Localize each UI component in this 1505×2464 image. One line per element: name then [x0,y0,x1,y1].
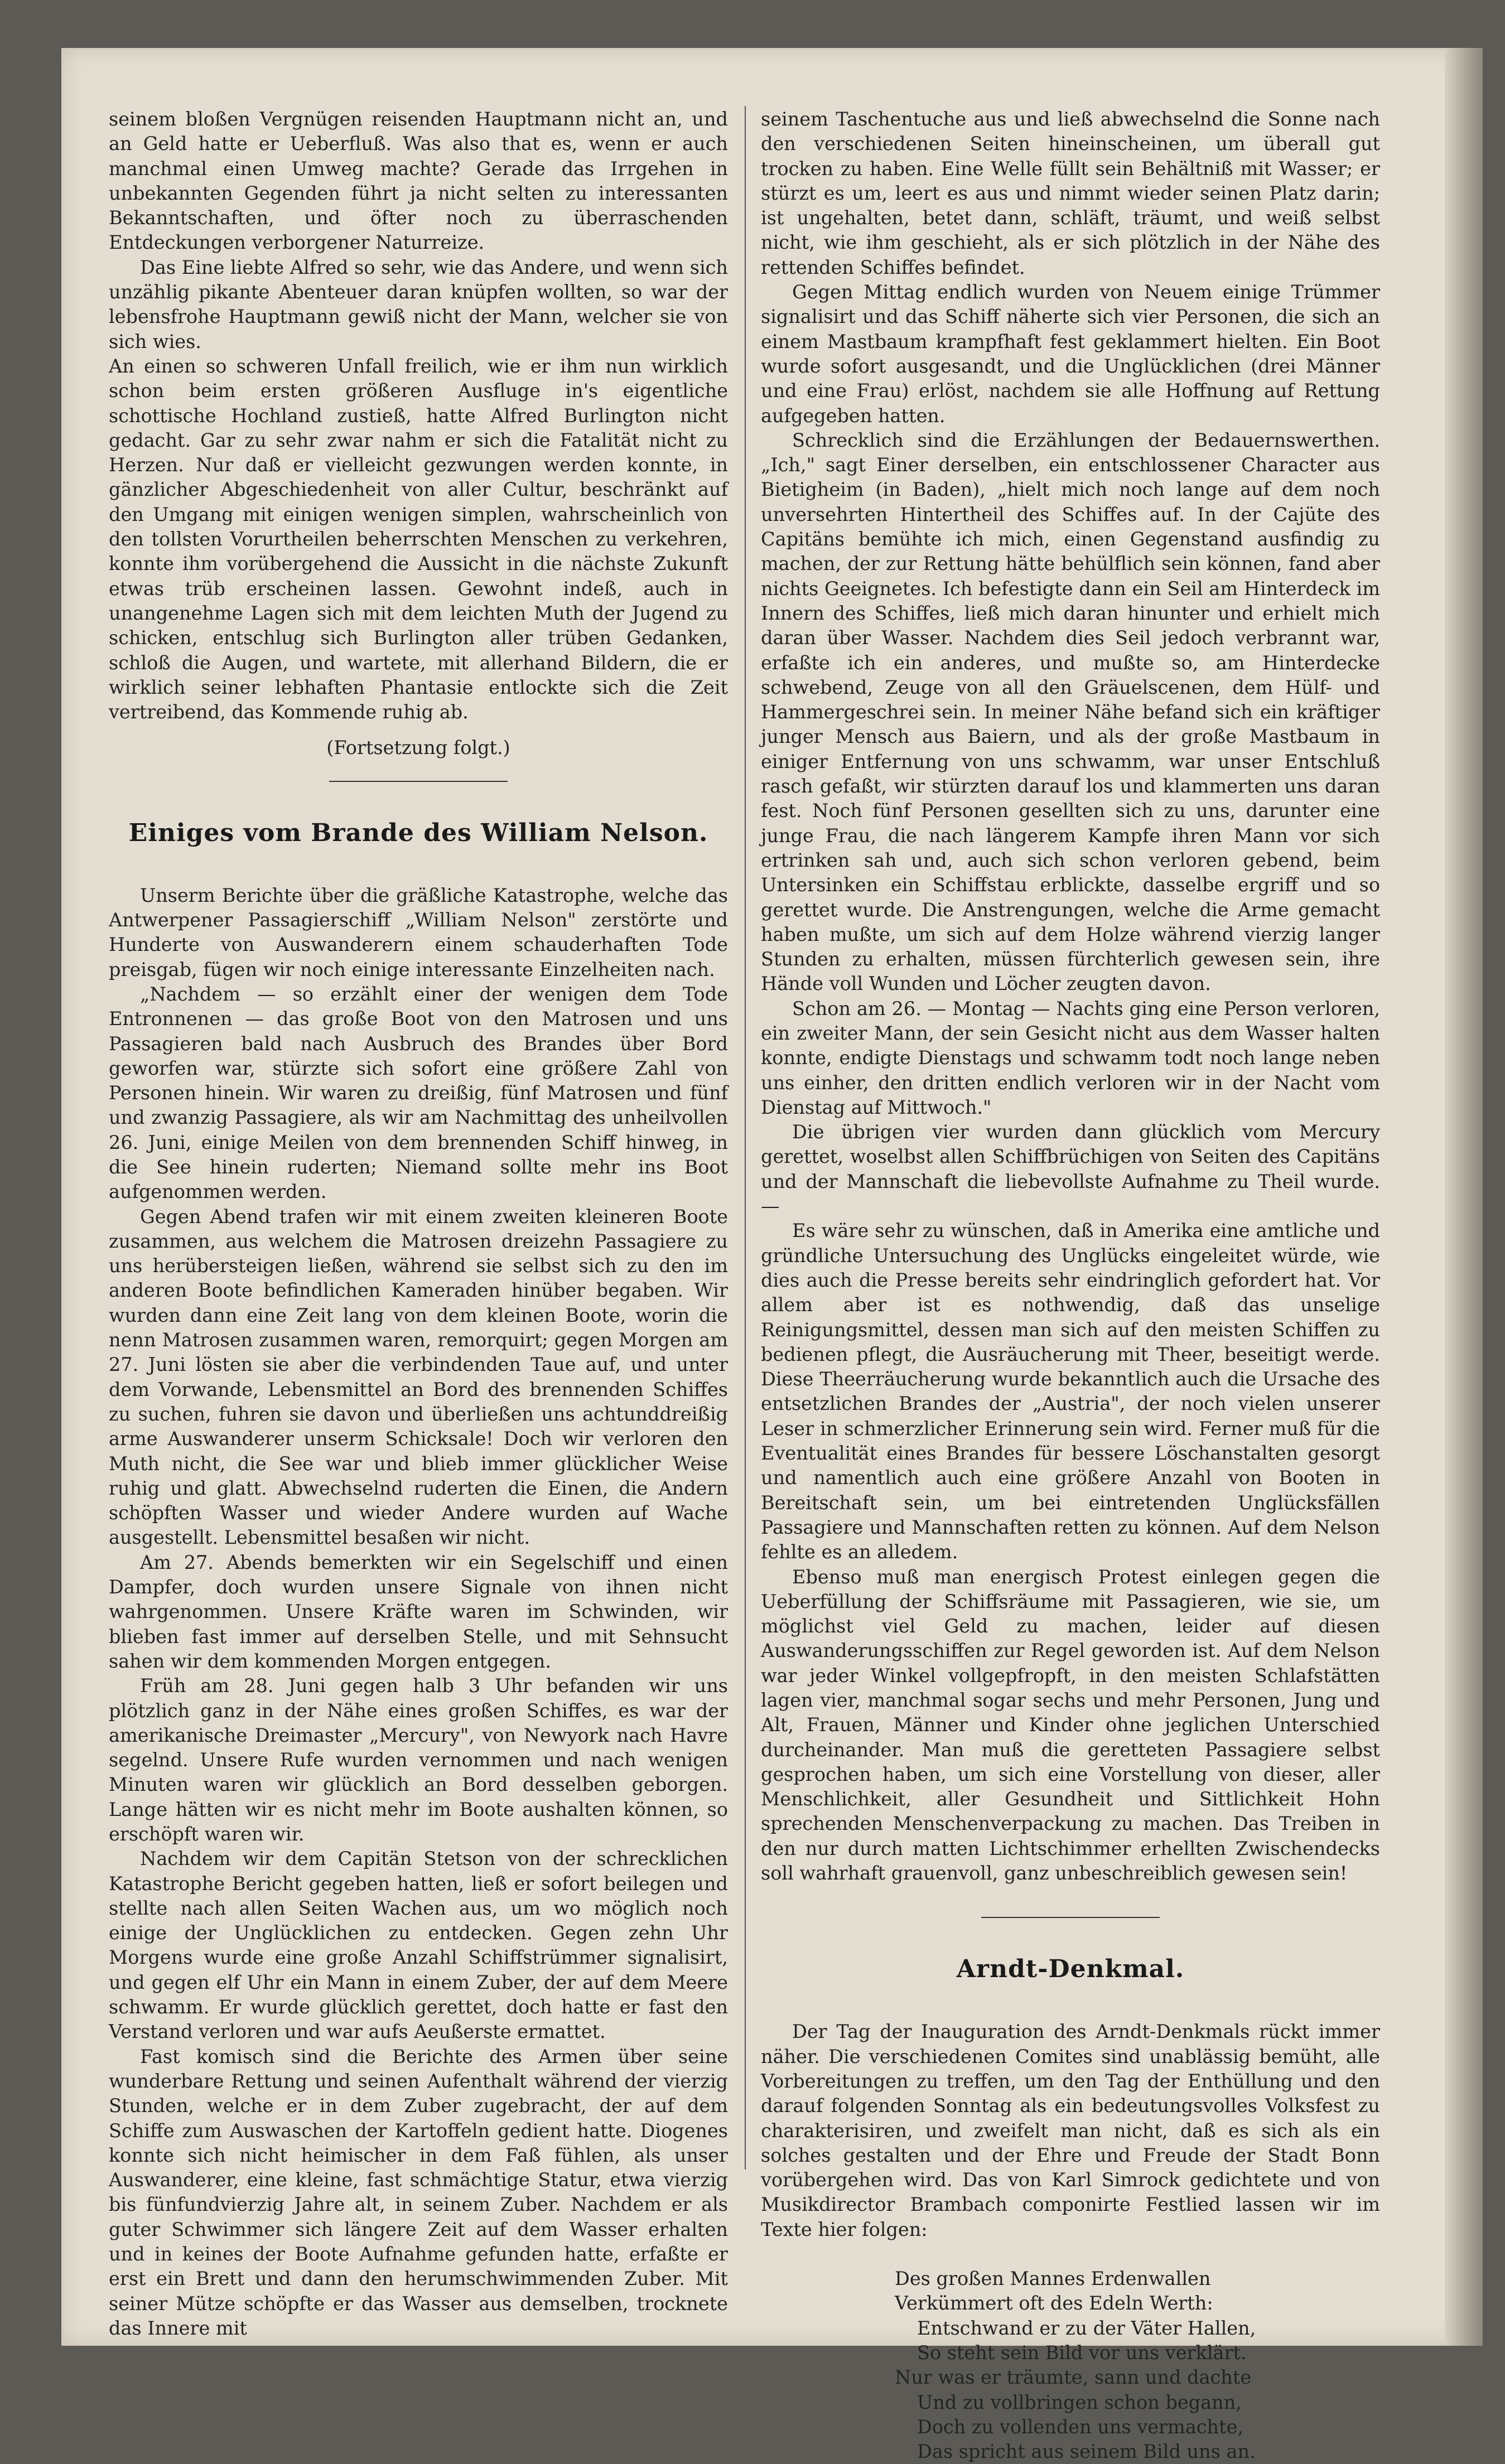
festlied-poem [761,2267,1380,2464]
poem-line: So steht sein Bild vor uns verklärt. [917,2341,1247,2364]
paragraph: Nachdem wir dem Capitän Stetson von der schrecklichen Katastrophe Bericht gegeben hatten, ließ er sofort beilegen und stellte nach allen Seiten Wachen aus, um wo möglich noch einige der Unglücklichen zu entdecken. Gegen zehn Uhr Morgens wurde eine große Anzahl Schiffstrümmer signalisirt, und gegen elf Uhr ein Mann in einem Zuber, der auf dem Meere schwamm. Er wurde glücklich gerettet, doch hatte er fast den Verstand verloren und war aufs Aeußerste ermattet. [109,1848,728,2043]
poem-line: Des großen Mannes Erdenwallen [895,2268,1211,2290]
paragraph: Das Eine liebte Alfred so sehr, wie das Andere, und wenn sich unzählig pikante Abenteuer daran knüpfen wollten, so war der lebensfrohe Hauptmann gewiß nicht der Mann, welcher sie von sich wies. [109,256,728,352]
continued-note: (Fortsetzung folgt.) [326,737,510,759]
paragraph: Es wäre sehr zu wünschen, daß in Amerika eine amtliche und gründliche Untersuchung des Unglücks eingeleitet würde, wie dies auch die Presse bereits sehr eindringlich gefordert hat. Vor allem aber ist es nothwendig, daß das unselige Reinigungsmittel, dessen man sich auf den meisten Schiffen zu bedienen pflegt, die Ausräucherung mit Theer, beseitigt werde. Diese Theerräucherung wurde bekanntlich auch die Ursache des entsetzlichen Brandes der „Austria", der noch vielen unserer Leser in schmerzlicher Erinnerung sein wird. Ferner muß für die Eventualität eines Brandes für bessere Löschanstalten gesorgt und namentlich auch eine größere Anzahl von Booten in Bereitschaft sein, um bei eintretenden Unglücksfällen Passagiere und Mannschaften retten zu können. Auf dem Nelson fehlte es an alledem. [761,1220,1380,1563]
paragraph: Schon am 26. — Montag — Nachts ging eine Person verloren, ein zweiter Mann, der sein Gesicht nicht aus dem Wasser halten konnte, endigte Dienstags und schwamm todt noch lange neben uns einher, den dritten endlich verloren wir in der Nacht vom Dienstag auf Mittwoch." [761,997,1380,1118]
poem-line: Doch zu vollenden uns vermachte, [917,2415,1244,2438]
poem-line: Das spricht aus seinem Bild uns an. [917,2441,1256,2463]
paragraph: seinem Taschentuche aus und ließ abwechselnd die Sonne nach den verschiedenen Seiten hineinscheinen, um überall gut trocken zu haben. Eine Welle füllt sein Behältniß mit Wasser; er stürzt es um, leert es aus und nimmt wieder seinen Platz darin; ist ungehalten, betet dann, schläft, träumt, und weiß selbst nicht, wie ihm geschieht, als er sich plötzlich in der Nähe des rettenden Schiffes befindet. [761,108,1380,278]
paragraph: Früh am 28. Juni gegen halb 3 Uhr befanden wir uns plötzlich ganz in der Nähe eines großen Schiffes, es war der amerikanische Dreimaster „Mercury", von Newyork nach Havre segelnd. Unsere Rufe wurden vernommen und nach wenigen Minuten waren wir glücklich an Bord desselben geborgen. Lange hätten wir es nicht mehr im Boote aushalten können, so erschöpft waren wir. [109,1675,728,1845]
second-article-title: Arndt-Denkmal. [956,1955,1185,1984]
paragraph: Unserm Berichte über die gräßliche Katastrophe, welche das Antwerpener Passagierschiff „William Nelson" zerstörte und Hunderte von Auswanderern einem schauderhaften Tode preisgab, fügen wir noch einige interessante Einzelheiten nach. [109,884,728,980]
section-rule [329,781,508,782]
paragraph: seinem bloßen Vergnügen reisenden Hauptmann nicht an, und an Geld hatte er Ueberfluß. Was also that es, wenn er auch manchmal einen Umweg machte? Gerade das Irrgehen in unbekannten Gegenden führt ja nicht selten zu interessanten Bekanntschaften, und öfter noch zu überraschenden Entdeckungen verborgener Naturreize. [109,108,728,254]
section-rule [981,1917,1160,1918]
paragraph: Die übrigen vier wurden dann glücklich vom Mercury gerettet, woselbst allen Schiffbrüchigen von Seiten des Capitäns und der Mannschaft die liebevollste Aufnahme zu Theil wurde. — [761,1121,1380,1217]
paragraph: Am 27. Abends bemerkten wir ein Segelschiff und einen Dampfer, doch wurden unsere Signale von ihnen nicht wahrgenommen. Unsere Kräfte waren im Schwinden, wir blieben fast immer auf derselben Stelle, und mit Sehnsucht sahen wir dem kommenden Morgen entgegen. [109,1551,728,1672]
paragraph: Der Tag der Inauguration des Arndt-Denkmals rückt immer näher. Die verschiedenen Comites sind unablässig bemüht, alle Vorbereitungen zu treffen, um den Tag der Enthüllung und den darauf folgenden Sonntag als ein bedeutungsvolles Volksfest zu charakterisiren, und zweifelt man nicht, daß es sich als ein solches gestalten und der Ehre und Freude der Stadt Bonn vorübergehen wird. Das von Karl Simrock gedichtete und von Musikdirector Brambach componirte Festlied lassen wir im Texte hier folgen: [761,2021,1380,2240]
column-divider [745,106,746,2170]
paragraph: „Nachdem — so erzählt einer der wenigen dem Tode Entronnenen — das große Boot von den Matrosen und uns Passagieren bald nach Ausbruch des Brandes über Bord geworfen war, stürzte sich sofort eine größere Zahl von Personen hinein. Wir waren zu dreißig, fünf Matrosen und fünf und zwanzig Passagiere, als wir am Nachmittag des unheilvollen 26. Juni, einige Meilen von dem brennenden Schiff hinweg, in die See hinein ruderten; Niemand sollte mehr ins Boot aufgenommen werden. [109,983,728,1203]
paragraph: Gegen Mittag endlich wurden von Neuem einige Trümmer signalisirt und das Schiff näherte sich vier Personen, die sich an einem Mastbaum krampfhaft fest geklammert hielten. Ein Boot wurde sofort ausgesandt, und die Unglücklichen (drei Männer und eine Frau) erlöst, nachdem sie alle Hoffnung auf Rettung aufgegeben hatten. [761,281,1380,427]
page-binding-shadow [1445,48,1483,2346]
paragraph: Ebenso muß man energisch Protest einlegen gegen die Ueberfüllung der Schiffsräume mit Passagieren, wie sie, um möglichst viel Geld zu machen, leider auf diesen Auswanderungsschiffen zur Regel geworden ist. Auf dem Nelson war jeder Winkel vollgepfropft, in den meisten Schlafstätten lagen vier, manchmal sogar sechs und mehr Personen, Jung und Alt, Frauen, Männer und Kinder ohne jeglichen Unterschied durcheinander. Man muß die geretteten Passagiere selbst gesprochen haben, um sich eine Vorstellung von dieser, aller Menschlichkeit, aller Gesundheit und Sittlichkeit Hohn sprechenden Menschenverpackung zu machen. Das Treiben in den nur durch matten Lichtschimmer erhellten Zwischendecks soll wahrhaft grauenvoll, ganz unbeschreiblich gewesen sein! [761,1566,1380,1885]
paragraph: Fast komisch sind die Berichte des Armen über seine wunderbare Rettung und seinen Aufenthalt während der vierzig Stunden, welche er in dem Zuber zugebracht, der auf dem Schiffe zum Auswaschen der Kartoffeln gedient hatte. Diogenes konnte sich nicht heimischer in dem Faß fühlen, als unser Auswanderer, eine kleine, fast schmächtige Statur, etwa vierzig bis fünfundvierzig Jahre alt, in seinem Zuber. Nachdem er als guter Schwimmer sich längere Zeit auf dem Wasser erhalten und in keines der Boote Aufnahme gefunden hatte, erfaßte er erst ein Brett und dann den herumschwimmenden Zuber. Mit seiner Mütze schöpfte er das Wasser aus demselben, trocknete das Innere mit [109,2045,728,2339]
poem-line: Entschwand er zu der Väter Hallen, [917,2317,1256,2339]
poem-line: Verkümmert oft des Edeln Werth: [895,2292,1213,2315]
paragraph: Schrecklich sind die Erzählungen der Bedauernswerthen. „Ich," sagt Einer derselben, ein entschlossener Character aus Bietigheim (in Baden), „hielt mich noch lange auf dem noch unversehrten Hintertheil des Schiffes auf. In der Cajüte des Capitäns bemühte ich mich, einen Gegenstand ausfindig zu machen, der zur Rettung hätte behülflich sein können, fand aber nichts Geeignetes. Ich befestigte dann ein Seil am Hinterdeck im Innern des Schiffes, ließ mich daran hinunter und erhielt mich daran über Wasser. Nachdem dies Seil jedoch verbrannt war, erfaßte ich ein anderes, und mußte so, am Hinterdecke schwebend, Zeuge von all den Gräuelscenen, dem Hülf- und Hammergeschrei sein. In meiner Nähe befand sich ein kräftiger junger Mensch aus Baiern, und als der große Mastbaum in einiger Entfernung von uns schwamm, war unser Entschluß rasch gefaßt, wir stürzten darauf los und klammerten uns daran fest. Noch fünf Personen gesellten sich zu uns, darunter eine junge Frau, die nach längerem Kampfe ihren Mann vor sich ertrinken sah und, auch sich schon verloren gebend, beim Untersinken ein Schiffstau erblickte, dasselbe ergriff und so gerettet wurde. Die Anstrengungen, welche die Arme gemacht haben mußte, um sich auf dem Holze während vierzig langer Stunden zu erhalten, müssen fürchterlich gewesen sein, ihre Hände voll Wunden und Löcher zeugten davon. [761,429,1380,995]
poem-line: Nur was er träumte, sann und dachte [895,2366,1252,2389]
paragraph: An einen so schweren Unfall freilich, wie er ihm nun wirklich schon beim ersten größeren Ausfluge in's eigentliche schottische Hochland zustieß, hatte Alfred Burlington nicht gedacht. Gar zu sehr zwar nahm er sich die Fatalität nicht zu Herzen. Nur daß er vielleicht gezwungen werden konnte, in gänzlicher Abgeschiedenheit von aller Cultur, beschränkt auf den Umgang mit einigen wenigen simplen, wahrscheinlich von den tollsten Vorurtheilen beherrschten Menschen zu verkehren, konnte ihm vorübergehend die Aussicht in die nächste Zukunft etwas trüb erscheinen lassen. Gewohnt indeß, auch in unangenehme Lagen sich mit dem leichten Muth der Jugend zu schicken, entschlug sich Burlington aller trüben Gedanken, schloß die Augen, und wartete, mit allerhand Bildern, die er wirklich seiner lebhaften Phantasie entlockte sich die Zeit vertreibend, das Kommende ruhig ab. [109,355,728,723]
paragraph: Gegen Abend trafen wir mit einem zweiten kleineren Boote zusammen, aus welchem die Matrosen dreizehn Passagiere zu uns herübersteigen ließen, während sie selbst sich zu den im anderen Boote befindlichen Kameraden hinüber begaben. Wir wurden dann eine Zeit lang von dem kleinen Boote, worin die nenn Matrosen zusammen waren, remorquirt; gegen Morgen am 27. Juni lösten sie aber die verbindenden Taue auf, und unter dem Vorwande, Lebensmittel an Bord des brennenden Schiffes zu suchen, fuhren sie davon und überließen uns achtunddreißig arme Auswanderer unserm Schicksale! Doch wir verloren den Muth nicht, die See war und blieb immer glücklicher Weise ruhig und glatt. Abwechselnd ruderten die Einen, die Andern schöpften Wasser und wieder Andere wurden auf Wache ausgestellt. Lebensmittel besaßen wir nicht. [109,1205,728,1549]
article-title: Einiges vom Brande des William Nelson. [128,818,708,847]
right-column [761,107,1380,2464]
poem-line: Und zu vollbringen schon begann, [917,2391,1242,2413]
left-column [109,107,728,2341]
